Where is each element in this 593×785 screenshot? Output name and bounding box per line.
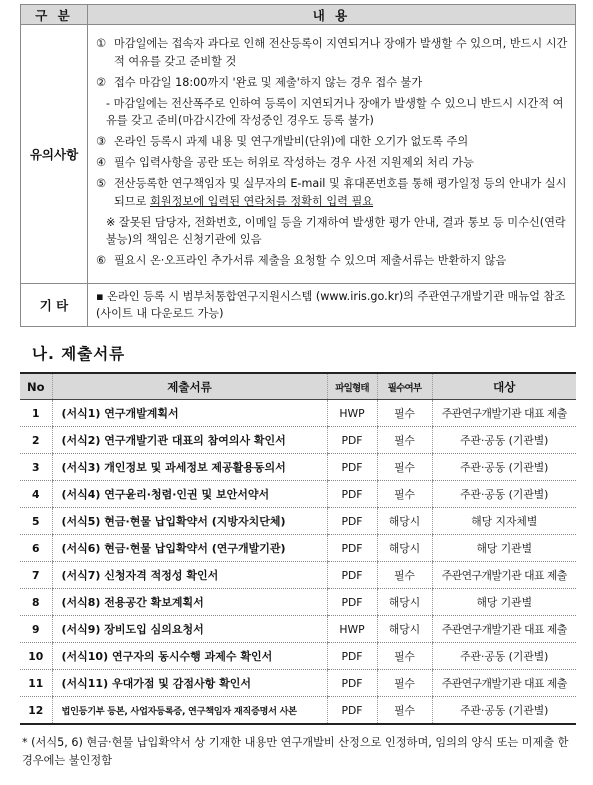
col-required: 필수여부 <box>377 373 432 400</box>
cell-required: 필수 <box>377 427 432 454</box>
table-row <box>20 535 576 562</box>
cell-no: 7 <box>20 562 52 589</box>
table-row <box>20 562 576 589</box>
cell-no: 12 <box>20 697 52 725</box>
cell-name: (서식4) 연구윤리·청렴·인권 및 보안서약서 <box>52 481 327 508</box>
caution-content <box>88 25 576 284</box>
table-row <box>20 643 576 670</box>
table-row <box>20 670 576 697</box>
col-format: 파일형태 <box>327 373 377 400</box>
cell-format: HWP <box>327 400 377 427</box>
cell-target: 주관·공동 (기관별) <box>432 643 576 670</box>
cell-target: 주관연구개발기관 대표 제출 <box>432 562 576 589</box>
table-row <box>20 481 576 508</box>
cell-target: 해당 기관별 <box>432 589 576 616</box>
cell-format: PDF <box>327 508 377 535</box>
col-no: No <box>20 373 52 400</box>
cell-name: (서식5) 현금·현물 납입확약서 (지방자치단체) <box>52 508 327 535</box>
caution-item-1: ① 마감일에는 접속자 과다로 인해 전산등록이 지연되거나 장애가 발생할 수 있으며, 반드시 시간적 여유를 갖고 준비할 것 <box>96 37 568 68</box>
cell-format: PDF <box>327 697 377 725</box>
cell-required: 필수 <box>377 562 432 589</box>
cell-target: 주관연구개발기관 대표 제출 <box>432 670 576 697</box>
caution-item-3: ③ 온라인 등록시 과제 내용 및 연구개발비(단위)에 대한 오기가 없도록 주의 <box>96 135 469 148</box>
cell-no: 2 <box>20 427 52 454</box>
table-row <box>20 616 576 643</box>
cell-required: 필수 <box>377 481 432 508</box>
cell-target: 해당 기관별 <box>432 535 576 562</box>
caution-item-5-text: 전산등록한 연구책임자 및 실무자의 E-mail 및 휴대폰번호를 통해 평가일정 등의 안내가 실시되므로 <box>114 177 567 208</box>
cell-name: 법인등기부 등본, 사업자등록증, 연구책임자 재직증명서 사본 <box>52 697 327 725</box>
cell-required: 필수 <box>377 400 432 427</box>
cell-target: 주관·공동 (기관별) <box>432 454 576 481</box>
table-row <box>20 400 576 427</box>
section-title: 나. 제출서류 <box>32 345 126 363</box>
table-row <box>20 508 576 535</box>
cell-format: HWP <box>327 616 377 643</box>
cell-no: 9 <box>20 616 52 643</box>
cell-target: 주관·공동 (기관별) <box>432 697 576 725</box>
cell-required: 해당시 <box>377 589 432 616</box>
cell-no: 5 <box>20 508 52 535</box>
cell-no: 4 <box>20 481 52 508</box>
table-row <box>20 589 576 616</box>
cell-required: 필수 <box>377 643 432 670</box>
cell-no: 10 <box>20 643 52 670</box>
cell-required: 해당시 <box>377 535 432 562</box>
cell-name: (서식1) 연구개발계획서 <box>52 400 327 427</box>
caution-item-5: ⑤ 전산등록한 연구책임자 및 실무자의 E-mail 및 휴대폰번호를 통해 평가일정 등의 안내가 실시되므로 회원정보에 입력된 연락처를 정확히 입력 필요 <box>96 177 567 208</box>
cell-no: 1 <box>20 400 52 427</box>
cell-name: (서식8) 전용공간 확보계획서 <box>52 589 327 616</box>
table-row <box>20 697 576 725</box>
cell-target: 해당 지자체별 <box>432 508 576 535</box>
cell-format: PDF <box>327 589 377 616</box>
cell-format: PDF <box>327 454 377 481</box>
cell-no: 8 <box>20 589 52 616</box>
cell-format: PDF <box>327 670 377 697</box>
col-name: 제출서류 <box>52 373 327 400</box>
etc-text: ▪ 온라인 등록 시 범부처통합연구지원시스템 (www.iris.go.kr)의 주관연구개발기관 매뉴얼 참조(사이트 내 다운로드 가능) <box>88 284 576 327</box>
cell-required: 해당시 <box>377 616 432 643</box>
cell-target: 주관연구개발기관 대표 제출 <box>432 616 576 643</box>
cell-name: (서식7) 신청자격 적정성 확인서 <box>52 562 327 589</box>
cell-no: 11 <box>20 670 52 697</box>
caution-item-5-underline: 회원정보에 입력된 연락처를 정확히 입력 필요 <box>149 194 374 208</box>
header-content: 내 용 <box>88 5 576 25</box>
notes-table <box>20 4 576 327</box>
cell-format: PDF <box>327 535 377 562</box>
documents-table <box>20 372 576 725</box>
footnote: * (서식5, 6) 현금·현물 납입확약서 상 기재한 내용만 연구개발비 산정으로 인정하며, 임의의 양식 또는 미제출 한 경우에는 불인정함 <box>22 736 569 767</box>
table-row <box>20 427 576 454</box>
cell-format: PDF <box>327 562 377 589</box>
etc-label: 기 타 <box>21 284 88 327</box>
caution-item-6: ⑥ 필요시 온·오프라인 추가서류 제출을 요청할 수 있으며 제출서류는 반환하지 않음 <box>96 254 507 267</box>
caution-item-2-sub: - 마감일에는 전산폭주로 인하여 등록이 지연되거나 장애가 발생할 수 있으니 반드시 시간적 여유를 갖고 준비(마감시간에 작성중인 경우도 등록 불가) <box>106 96 564 127</box>
cell-required: 필수 <box>377 697 432 725</box>
header-category: 구 분 <box>21 5 88 25</box>
table-row <box>20 454 576 481</box>
cell-name: (서식11) 우대가점 및 감점사항 확인서 <box>52 670 327 697</box>
cell-name: (서식10) 연구자의 동시수행 과제수 확인서 <box>52 643 327 670</box>
caution-item-5-note: ※ 잘못된 담당자, 전화번호, 이메일 등을 기재하여 발생한 평가 안내, 결과 통보 등 미수신(연락 불능)의 책임은 신청기관에 있음 <box>106 215 566 246</box>
cell-target: 주관연구개발기관 대표 제출 <box>432 400 576 427</box>
cell-target: 주관·공동 (기관별) <box>432 481 576 508</box>
cell-format: PDF <box>327 481 377 508</box>
cell-name: (서식9) 장비도입 심의요청서 <box>52 616 327 643</box>
cell-required: 해당시 <box>377 508 432 535</box>
cell-required: 필수 <box>377 454 432 481</box>
cell-target: 주관·공동 (기관별) <box>432 427 576 454</box>
cell-format: PDF <box>327 427 377 454</box>
caution-label: 유의사항 <box>21 25 88 284</box>
cell-name: (서식6) 현금·현물 납입확약서 (연구개발기관) <box>52 535 327 562</box>
caution-item-4: ④ 필수 입력사항을 공란 또는 허위로 작성하는 경우 사전 지원제외 처리 가능 <box>96 156 474 169</box>
caution-item-2: ② 접수 마감일 18:00까지 '완료 및 제출'하지 않는 경우 접수 불가 <box>96 75 423 89</box>
cell-format: PDF <box>327 643 377 670</box>
cell-no: 6 <box>20 535 52 562</box>
cell-no: 3 <box>20 454 52 481</box>
col-target: 대상 <box>432 373 576 400</box>
cell-required: 필수 <box>377 670 432 697</box>
cell-name: (서식2) 연구개발기관 대표의 참여의사 확인서 <box>52 427 327 454</box>
cell-name: (서식3) 개인정보 및 과세정보 제공활용동의서 <box>52 454 327 481</box>
